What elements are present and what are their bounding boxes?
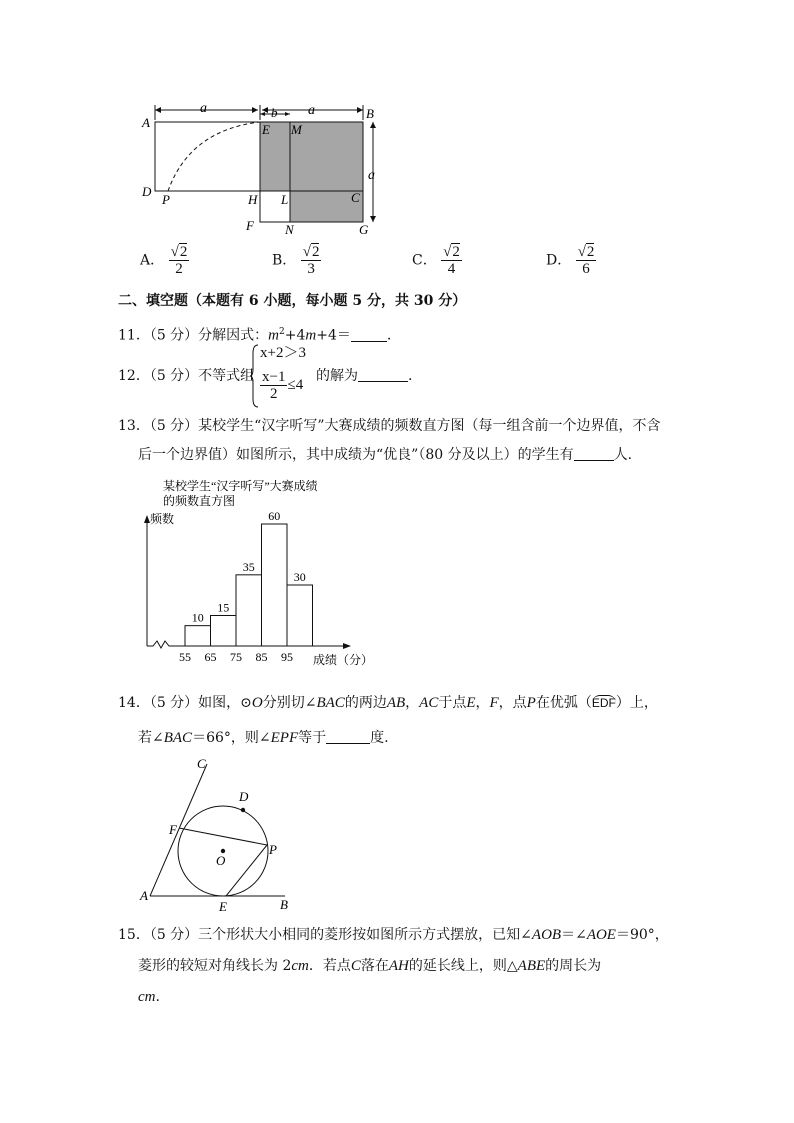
option-letter: C．	[412, 252, 437, 269]
histogram-bar	[287, 585, 313, 646]
option-b: B． $\frac{√2}{3}$	[272, 244, 320, 277]
question-15-line3: cm.	[138, 989, 160, 1005]
bar-value-label: 10	[191, 610, 204, 625]
histogram-bar	[262, 524, 288, 646]
label-L: L	[281, 192, 289, 207]
x-axis-label: 成绩（分）	[313, 653, 374, 667]
label-E: E	[262, 122, 270, 137]
x-tick-label: 95	[281, 650, 293, 664]
bar-value-label: 30	[293, 570, 306, 584]
x-tick-label: 55	[179, 650, 191, 664]
denominator: 6	[582, 261, 590, 277]
radicand: 2	[179, 244, 188, 260]
frequency-histogram	[135, 478, 395, 673]
option-c: C． $\frac{√2}{4}$	[412, 244, 460, 277]
label-a-right: a	[368, 168, 375, 183]
question-12: 12．（5 分）不等式组	[118, 368, 255, 384]
question-14-line2: 若∠BAC＝66°，则∠EPF等于 度.	[138, 730, 389, 746]
histogram-bar	[211, 616, 237, 647]
radicand: 2	[586, 244, 595, 260]
histogram-bar	[185, 626, 211, 646]
answer-blank[interactable]	[358, 367, 408, 382]
question-11: 11．（5 分）分解因式：$m^2+4m+4=$ .	[118, 327, 392, 344]
histogram-bar	[236, 575, 262, 646]
section-heading: 二、填空题（本题有 6 小题，每小题 5 分，共 30 分）	[118, 293, 467, 309]
bar-value-label: 15	[217, 600, 230, 615]
denominator: 4	[447, 261, 456, 277]
question-13-line1: 13．（5 分）某校学生“汉字听写”大赛成绩的频数直方图（每一组含前一个边界值，不含	[118, 418, 661, 434]
chart-subtitle: 的频数直方图	[163, 494, 236, 508]
tangent-circle-figure	[135, 756, 305, 916]
bar-value-label: 35	[242, 559, 255, 574]
label-C: C	[351, 190, 360, 205]
label-a-top-right: a	[308, 103, 315, 118]
label-M: M	[291, 122, 302, 137]
label-A: A	[142, 115, 150, 130]
x-tick-label: 85	[255, 650, 268, 664]
label-B: B	[366, 106, 374, 121]
x-tick-label: 65	[204, 650, 217, 664]
label-D: D	[142, 184, 152, 199]
label-C: C	[197, 756, 206, 771]
label-F: F	[246, 218, 254, 233]
denominator: 3	[307, 261, 315, 277]
chart-title: 某校学生“汉字听写”大赛成绩	[163, 479, 318, 493]
brace	[250, 343, 260, 409]
label-P: P	[162, 192, 170, 207]
dashed-arc	[168, 122, 260, 191]
label-F: F	[169, 822, 177, 837]
question-15-line2: 菱形的较短对角线长为 2cm．若点C落在AH的延长线上，则△ABE的周长为	[138, 958, 602, 974]
label-P: P	[269, 842, 277, 857]
rectangle-square-figure	[130, 100, 390, 240]
label-O: O	[216, 853, 226, 868]
option-letter: D．	[546, 252, 572, 269]
label-E: E	[219, 899, 227, 914]
inequality-system: x+2＞3 $\frac{x-1}{2}$ ≤4	[250, 343, 315, 409]
option-a: A． $\frac{√2}{2}$	[140, 244, 188, 277]
label-D: D	[239, 789, 249, 804]
question-15-line1: 15．（5 分）三个形状大小相同的菱形按如图所示方式摆放，已知∠AOB＝∠AOE＝90°，	[118, 927, 669, 943]
label-H: H	[248, 192, 258, 207]
question-14-line1: 14．（5 分）如图，⊙O分别切∠BAC的两边AB，AC于点E，F，点P在优弧（EDF）上，	[118, 695, 658, 711]
x-tick-label: 75	[230, 650, 242, 664]
radicand: 2	[452, 244, 460, 260]
label-b-top: b	[271, 105, 278, 120]
option-letter: A．	[140, 252, 165, 269]
answer-blank[interactable]	[351, 327, 387, 342]
label-G: G	[359, 222, 369, 237]
question-13-line2: 后一个边界值）如图所示，其中成绩为“优良”（80 分及以上）的学生有 人.	[138, 447, 633, 463]
label-B: B	[280, 897, 288, 912]
label-a-top-left: a	[200, 101, 207, 116]
label-N: N	[285, 222, 294, 237]
option-d: D． $\frac{√2}{6}$	[546, 244, 595, 277]
answer-blank[interactable]	[326, 729, 370, 744]
option-letter: B．	[272, 252, 297, 269]
y-axis-label: 频数	[150, 512, 175, 526]
radicand: 2	[311, 244, 320, 260]
answer-blank[interactable]	[574, 446, 614, 461]
bar-value-label: 60	[268, 509, 281, 523]
arc-notation: EDF	[591, 696, 616, 710]
denominator: 2	[175, 261, 183, 277]
label-A: A	[140, 888, 148, 903]
